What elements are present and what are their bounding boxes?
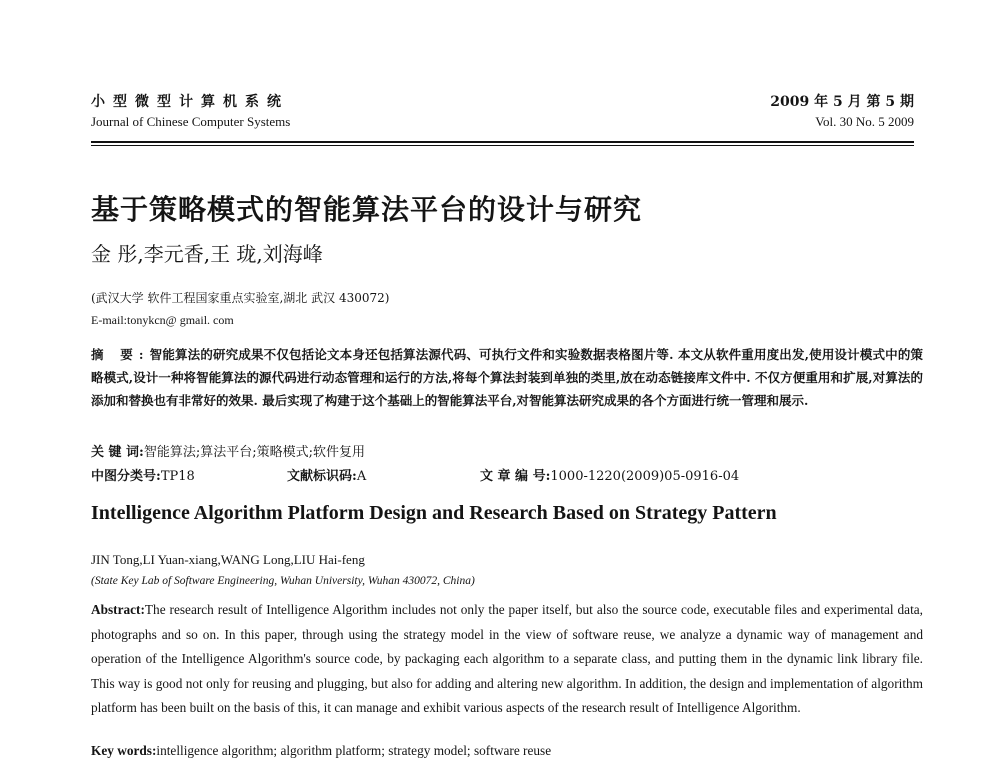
paper-affiliation-en: (State Key Lab of Software Engineering, Wuhan University, Wuhan 430072, China) xyxy=(91,575,475,587)
abstract-cn-text: 智能算法的研究成果不仅包括论文本身还包括算法源代码、可执行文件和实验数据表格图片等. 本文从软件重用度出发,使用设计模式中的策略模式,设计一种将智能算法的源代码进行动态管理和运行的方法,将每个算法封装到单独的类里,放在动态链接库文件中. 不仅方便重用和扩展,对算法的添加和替换也有非常好的效果. 最后实现了构建于这个基础上的智能算法平台,对智能算法研究成果的各个方面进行统一管理和展示. xyxy=(91,347,924,408)
journal-name-cn: 小型微型计算机系统 xyxy=(91,94,289,110)
doc-code-value: A xyxy=(356,469,367,484)
paper-title-cn: 基于策略模式的智能算法平台的设计与研究 xyxy=(91,193,643,226)
keywords-cn xyxy=(91,441,365,460)
keywords-en xyxy=(91,743,551,759)
doc-code-group xyxy=(287,465,366,484)
header-rule-thick xyxy=(91,141,914,143)
abstract-cn-label: 摘 要: xyxy=(91,347,150,362)
abstract-cn xyxy=(91,343,923,412)
abstract-en-label: Abstract: xyxy=(91,602,145,617)
doc-code-label: 文献标识码: xyxy=(287,469,357,484)
clc-group xyxy=(91,465,195,484)
article-no-value: 1000-1220(2009)05-0916-04 xyxy=(550,469,740,484)
header-rule-thin xyxy=(91,145,914,146)
journal-issue-cn: 2009 年 5 月 第 5 期 xyxy=(770,94,914,110)
paper-email: E-mail:tonykcn@ gmail. com xyxy=(91,313,234,327)
keywords-cn-text: 智能算法;算法平台;策略模式;软件复用 xyxy=(143,445,365,460)
keywords-en-label: Key words: xyxy=(91,743,157,758)
paper-authors-cn: 金 彤,李元香,王 珑,刘海峰 xyxy=(91,242,323,266)
paper-authors-en: JIN Tong,LI Yuan-xiang,WANG Long,LIU Hai-feng xyxy=(91,552,365,567)
journal-name-en: Journal of Chinese Computer Systems xyxy=(91,114,291,129)
article-no-label: 文 章 编 号: xyxy=(480,469,551,484)
keywords-cn-label: 关 键 词: xyxy=(91,445,144,460)
article-no-group xyxy=(480,465,739,484)
clc-label: 中图分类号: xyxy=(91,469,161,484)
abstract-en-text: The research result of Intelligence Algorithm includes not only the paper itself, but also the source code, executable files and experimental data, photographs and so on. In this paper, through using the strategy model in the view of software reuse, we analyze a dynamic way of management and operation of the Intelligence Algorithm's source code, by packaging each algorithm to a separate class, and putting them in the dynamic link library file. This way is good not only for reusing and plugging, but also for adding and altering new algorithm. In addition, the design and implementation of algorithm platform has been built on the basis of this, it can manage and exhibit various aspects of the research result of Intelligence Algorithm. xyxy=(91,602,923,715)
keywords-en-text: intelligence algorithm; algorithm platform; strategy model; software reuse xyxy=(156,743,552,758)
journal-volume-en: Vol. 30 No. 5 2009 xyxy=(815,114,914,129)
paper-title-en: Intelligence Algorithm Platform Design and Research Based on Strategy Pattern xyxy=(91,502,777,524)
paper-affiliation-cn: (武汉大学 软件工程国家重点实验室,湖北 武汉 430072) xyxy=(91,291,390,305)
clc-value: TP18 xyxy=(160,469,195,484)
abstract-en xyxy=(91,598,923,721)
